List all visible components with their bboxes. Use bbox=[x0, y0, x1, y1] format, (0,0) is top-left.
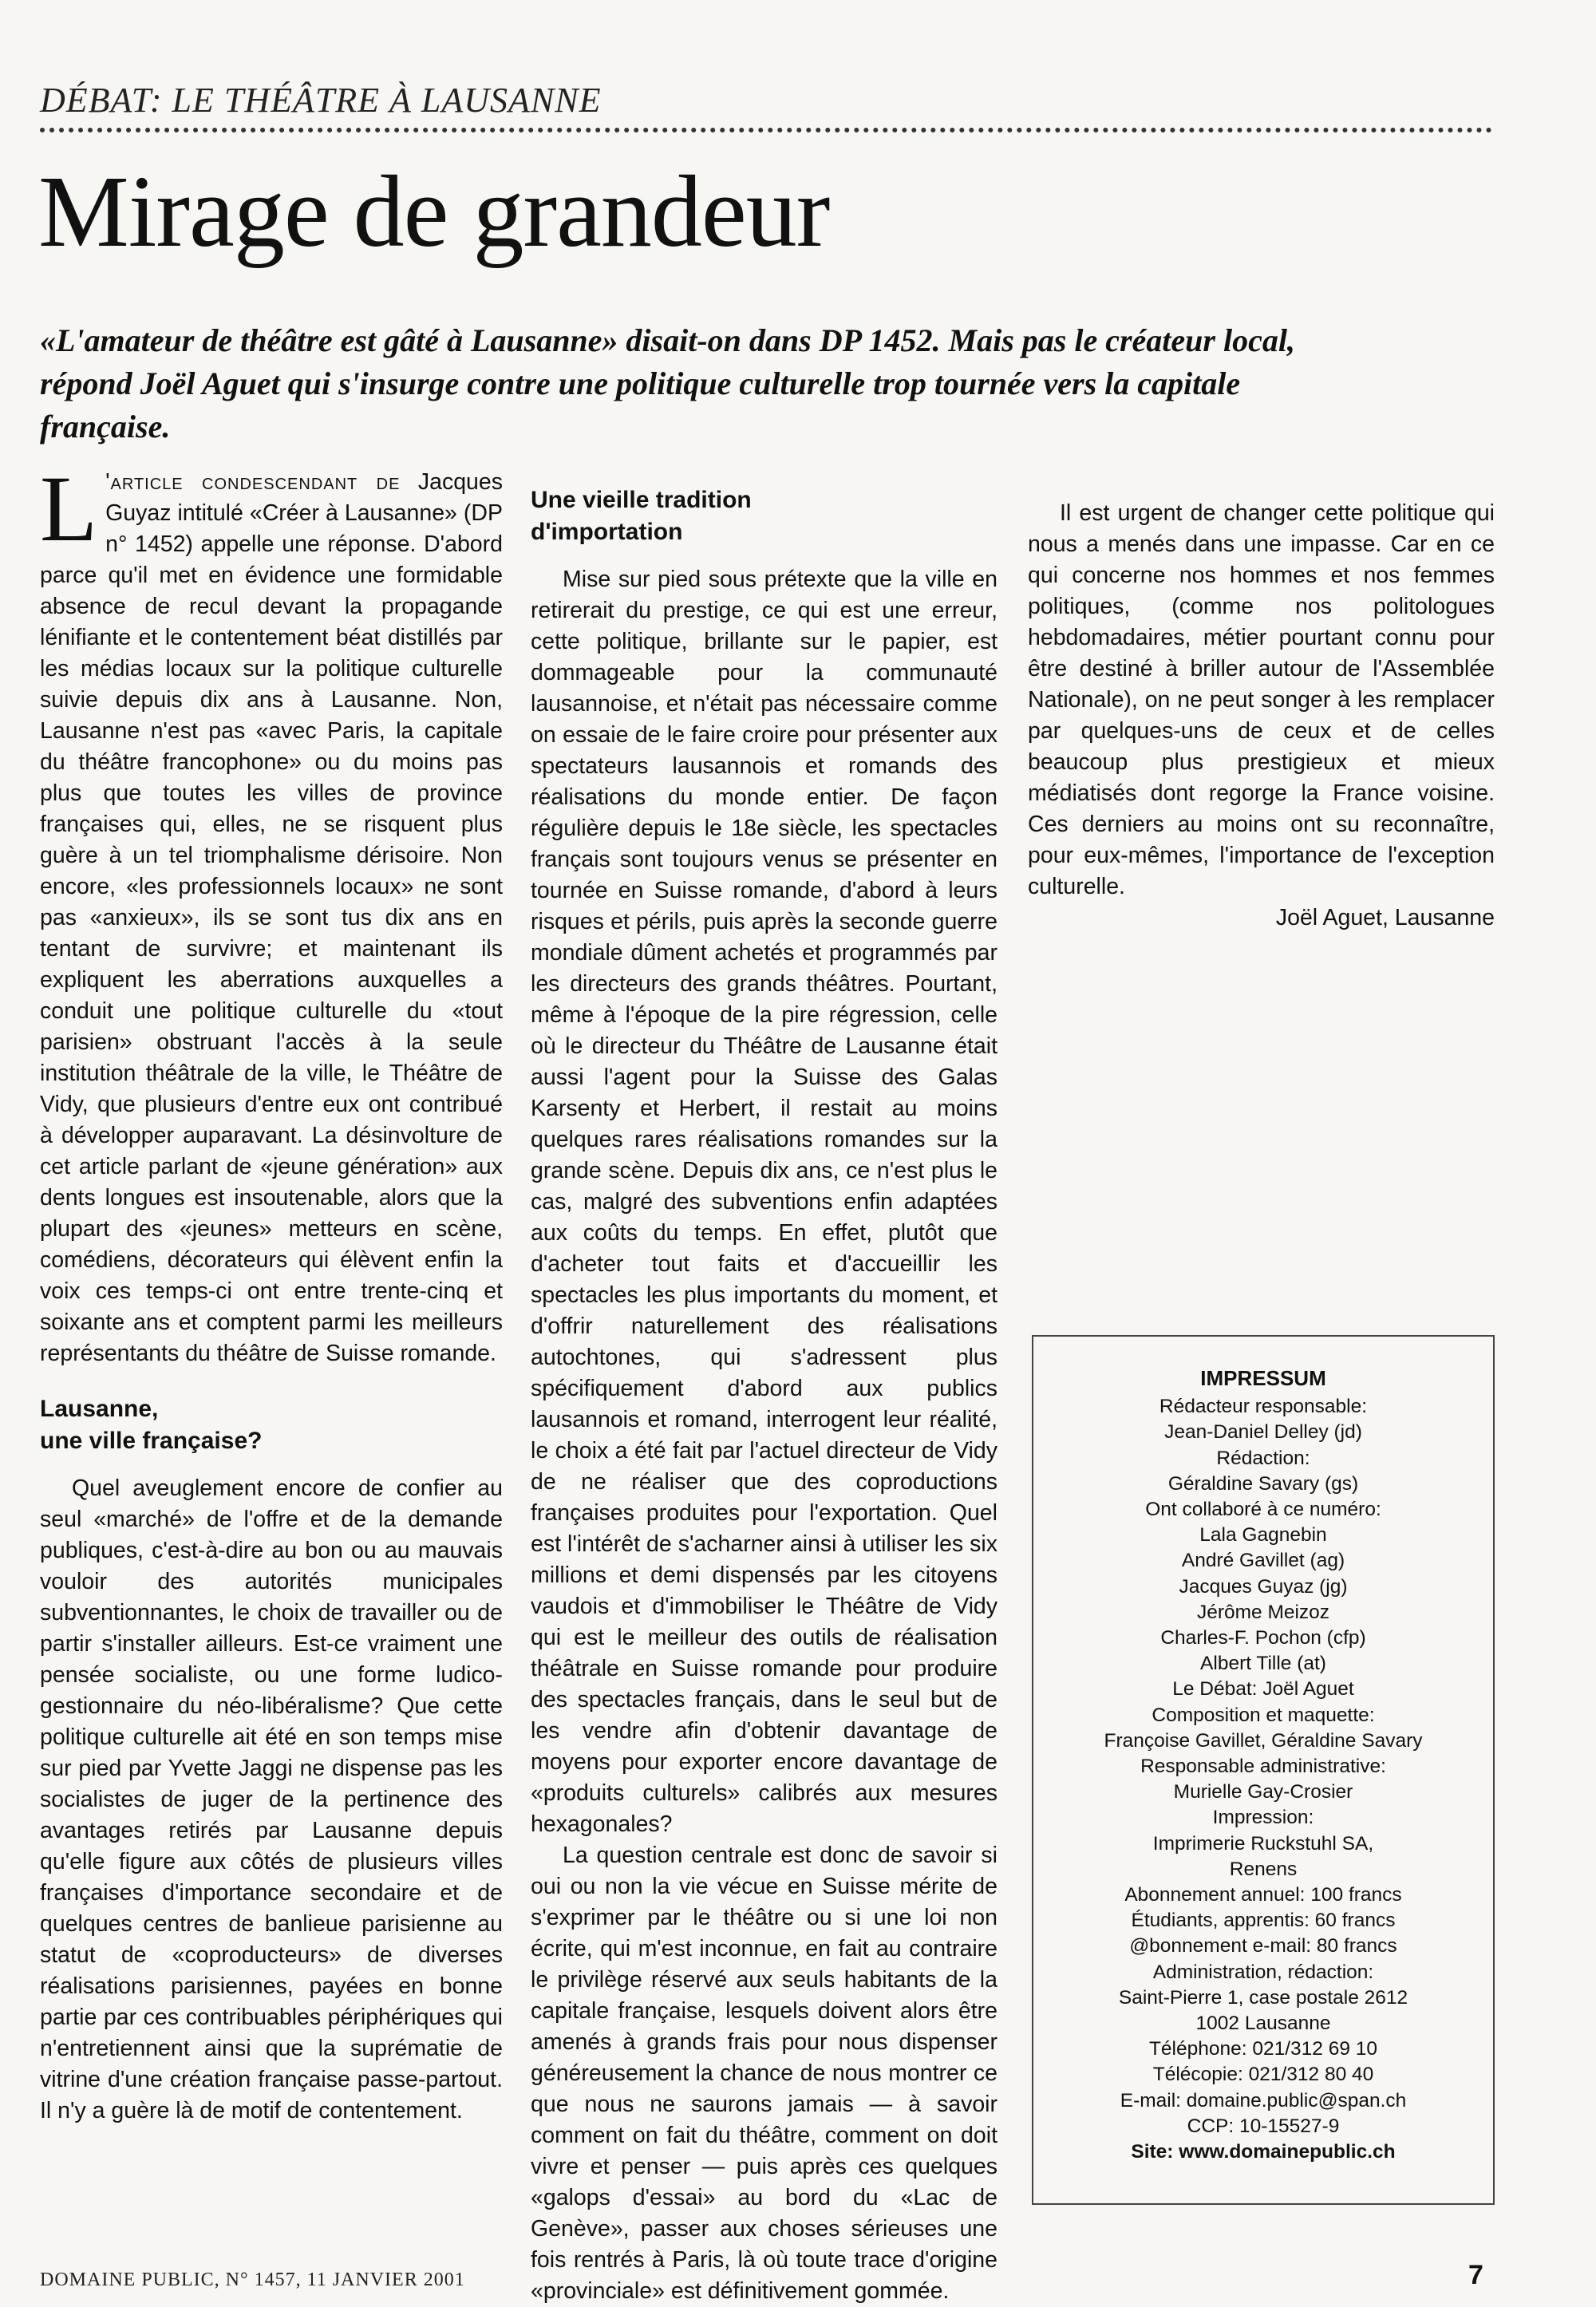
impressum-line: Jean-Daniel Delley (jd) bbox=[1164, 1421, 1362, 1444]
impressum-line: E-mail: domaine.public@span.ch bbox=[1120, 2089, 1407, 2111]
impressum-line: Administration, rédaction: bbox=[1152, 1961, 1374, 1983]
impressum-line: Charles-F. Pochon (cfp) bbox=[1160, 1627, 1366, 1649]
impressum-line: Télécopie: 021/312 80 40 bbox=[1152, 2064, 1374, 2086]
impressum-line: Impression: bbox=[1212, 1807, 1314, 1829]
impressum-box bbox=[1032, 1335, 1495, 2205]
impressum-line: Géraldine Savary (gs) bbox=[1167, 1472, 1359, 1495]
article-column-2 bbox=[531, 467, 998, 2307]
drop-cap: L bbox=[40, 456, 98, 561]
impressum-line: Saint-Pierre 1, case postale 2612 bbox=[1118, 1986, 1408, 2009]
section-kicker: DÉBAT: LE THÉÂTRE À LAUSANNE bbox=[40, 81, 602, 120]
subhead-tradition bbox=[531, 484, 998, 548]
article-title: Mirage de grandeur bbox=[38, 155, 830, 268]
impressum-line: Lala Gagnebin bbox=[1199, 1524, 1327, 1547]
impressum-line: Le Débat: Joël Aguet bbox=[1172, 1678, 1354, 1701]
impressum-title: IMPRESSUM bbox=[1200, 1366, 1326, 1390]
impressum-line: CCP: 10-15527-9 bbox=[1187, 2115, 1340, 2137]
article-paragraph-1 bbox=[40, 456, 503, 1369]
subhead-tradition-line-2: d'importation bbox=[531, 519, 683, 545]
subhead-tradition-line-1: Une vieille tradition bbox=[531, 487, 752, 513]
impressum-line: @bonnement e-mail: 80 francs bbox=[1129, 1935, 1397, 1957]
impressum-lines bbox=[1033, 1394, 1493, 2139]
impressum-line: Composition et maquette: bbox=[1152, 1704, 1375, 1726]
impressum-line: Imprimerie Ruckstuhl SA, bbox=[1152, 1832, 1374, 1855]
article-paragraph-5: Il est urgent de changer cette politique qui nous a menés dans une impasse. Car en ce qui concerne nos hommes et nos femmes politiques, (comme nos politologues hebdomadaires, métier pourtant connu pour être destiné à briller autour de l'Assemblée Nationale), on ne peut songer à les remplacer par quelques-uns de ceux et de celles beaucoup plus prestigieux et mieux médiatisés dont regorge la France voisine. Ces derniers au moins ont su reconnaître, pour eux-mêmes, l'importance de l'exception culturelle. bbox=[1028, 500, 1495, 899]
article-paragraph-4: La question centrale est donc de savoir si oui ou non la vie vécue en Suisse mérite de s'exprimer par le théâtre ou si une loi non écrite, qui m'est inconnue, en fait au contraire le privilège réservé aux seuls habitants de la capitale française, lesquels doivent alors être amenés à grands frais pour nous dispenser généreusement la chance de nous montrer ce que nous ne saurons jamais — à savoir comment on fait du théâtre, comment on doit vivre et penser — puis après ces quelques «galops d'essai» au bord du «Lac de Genève», passer aux choses sérieuses une fois rentrés à Paris, là où toute trace d'origine «provinciale» est définitivement gommée. bbox=[531, 1843, 998, 2304]
footer-publication: DOMAINE PUBLIC, N° 1457, 11 JANVIER 2001 bbox=[40, 2269, 465, 2290]
subhead-lausanne-line-2: une ville française? bbox=[40, 1428, 263, 1454]
article-column-3 bbox=[1028, 467, 1495, 934]
impressum-line: Jérôme Meizoz bbox=[1196, 1601, 1330, 1623]
article-lead: «L'amateur de théâtre est gâté à Lausanne» disait-on dans DP 1452. Mais pas le créateur local, répond Joël Aguet qui s'insurge contre une politique culturelle trop tournée vers la capitale française. bbox=[40, 322, 1295, 444]
impressum-line: Ont collaboré à ce numéro: bbox=[1145, 1499, 1381, 1521]
opening-smallcaps: 'article condescendant de bbox=[105, 469, 401, 495]
impressum-line: 1002 Lausanne bbox=[1195, 2013, 1331, 2035]
impressum-line: André Gavillet (ag) bbox=[1181, 1550, 1345, 1572]
subhead-lausanne bbox=[40, 1393, 503, 1457]
impressum-line: Françoise Gavillet, Géraldine Savary bbox=[1104, 1729, 1423, 1752]
impressum-line: Rédacteur responsable: bbox=[1159, 1396, 1368, 1418]
impressum-line: Renens bbox=[1229, 1858, 1298, 1880]
article-column-1 bbox=[40, 456, 503, 2127]
impressum-line: Jacques Guyaz (jg) bbox=[1179, 1575, 1348, 1598]
impressum-line: Murielle Gay-Crosier bbox=[1173, 1781, 1353, 1803]
page-number: 7 bbox=[1468, 2260, 1483, 2290]
author-signature: Joël Aguet, Lausanne bbox=[1275, 905, 1495, 930]
article-paragraph-3: Mise sur pied sous prétexte que la ville en retirerait du prestige, ce qui est une erreur, cette politique, brillante sur le papier, est dommageable pour la communauté lausannoise, et n'était pas nécessaire comme on essaie de le faire croire pour présenter aux spectateurs lausannois et romands des réalisations du monde entier. De façon régulière depuis le 18e siècle, les spectacles français sont toujours venus se présenter en tournée en Suisse romande, d'abord à leurs risques et périls, puis après la seconde guerre mondiale dûment achetés et programmés par les directeurs des grands théâtres. Pourtant, même à l'époque de la pire régression, celle où le directeur du Théâtre de Lausanne était aussi l'agent pour la Suisse des Galas Karsenty et Herbert, il restait au moins quelques rares réalisations romandes sur la grande scène. Depuis dix ans, ce n'est plus le cas, malgré des subventions enfin adaptées aux coûts du temps. En effet, plutôt que d'acheter tout faits et d'accueillir les spectacles les plus importants du moment, et d'offrir naturellement des réalisations autochtones, qui s'adressent plus spécifiquement d'abord aux publics lausannois et romand, interrogent leur réalité, le choix a été fait par l'actuel directeur de Vidy de ne réaliser que des coproductions françaises produites pour l'exportation. Quel est l'intérêt de s'acharner ainsi à utiliser les six millions et demi dispensés par les citoyens vaudois et d'immobiliser le Théâtre de Vidy qui est le meilleur des outils de réalisation théâtrale en Suisse romande pour produire des spectacles français, dans le seul but de les vendre afin d'obtenir davantage de moyens pour exporter encore davantage de «produits culturels» calibrés aux mesures hexagonales? bbox=[531, 567, 998, 1837]
dotted-rule bbox=[40, 128, 1492, 132]
impressum-line: Rédaction: bbox=[1216, 1447, 1310, 1469]
impressum-line: Téléphone: 021/312 69 10 bbox=[1148, 2038, 1378, 2060]
impressum-line: Abonnement annuel: 100 francs bbox=[1124, 1884, 1402, 1906]
impressum-line: Albert Tille (at) bbox=[1200, 1653, 1326, 1675]
subhead-lausanne-line-1: Lausanne, bbox=[40, 1396, 159, 1422]
impressum-site: Site: www.domainepublic.ch bbox=[1131, 2141, 1396, 2163]
impressum-line: Responsable administrative: bbox=[1140, 1756, 1386, 1778]
article-paragraph-2: Quel aveuglement encore de confier au seul «marché» de l'offre et de la demande publiques, c'est-à-dire au bon ou au mauvais vouloir des autorités municipales subventionnantes, le choix de travailler ou de partir s'installer ailleurs. Est-ce vraiment une pensée socialiste, ou une forme ludico-gestionnaire du néo-libéralisme? Que cette politique culturelle ait été en son temps mise sur pied par Yvette Jaggi ne dispense pas les socialistes de juger de la pertinence des avantages retirés par Lausanne depuis qu'elle figure aux côtés de plusieurs villes françaises d'importance secondaire et de quelques centres de banlieue parisienne au statut de «coproducteurs» de diverses réalisations parisiennes, payées en bonne partie par ces contribuables périphériques qui n'entretiennent ainsi que la suprématie de vitrine d'une création française passe-partout. Il n'y a guère là de motif de contentement. bbox=[40, 1475, 503, 2123]
impressum-line: Étudiants, apprentis: 60 francs bbox=[1131, 1910, 1396, 1932]
paragraph-1-text: Jacques Guyaz intitulé «Créer à Lausanne» (DP n° 1452) appelle une réponse. D'abord parce qu'il met en évidence une formidable absence de recul devant la propagande lénifiante et le contentement béat distillés par les médias locaux sur la politique culturelle suivie depuis dix ans à Lausanne. Non, Lausanne n'est pas «avec Paris, la capitale du théâtre francophone» ou du moins pas plus que toutes les villes de province françaises qui, elles, ne se risquent plus guère à un tel triomphalisme dérisoire. Non encore, «les professionnels locaux» ne sont pas «anxieux», ils se sont tus dix ans en tentant de survivre; et maintenant ils expliquent les aberrations auxquelles a conduit une politique culturelle du «tout parisien» obstruant l'accès à la seule institution théâtrale de la ville, le Théâtre de Vidy, que plusieurs d'entre eux ont contribué à développer auparavant. La désinvolture de cet article parlant de «jeune génération» aux dents longues est insoutenable, alors que la plupart des «jeunes» metteurs en scène, comédiens, décorateurs qui élèvent enfin la voix ces temps-ci ont entre trente-cinq et soixante ans et comptent parmi les meilleurs représentants du théâtre de Suisse romande. bbox=[40, 469, 503, 1366]
